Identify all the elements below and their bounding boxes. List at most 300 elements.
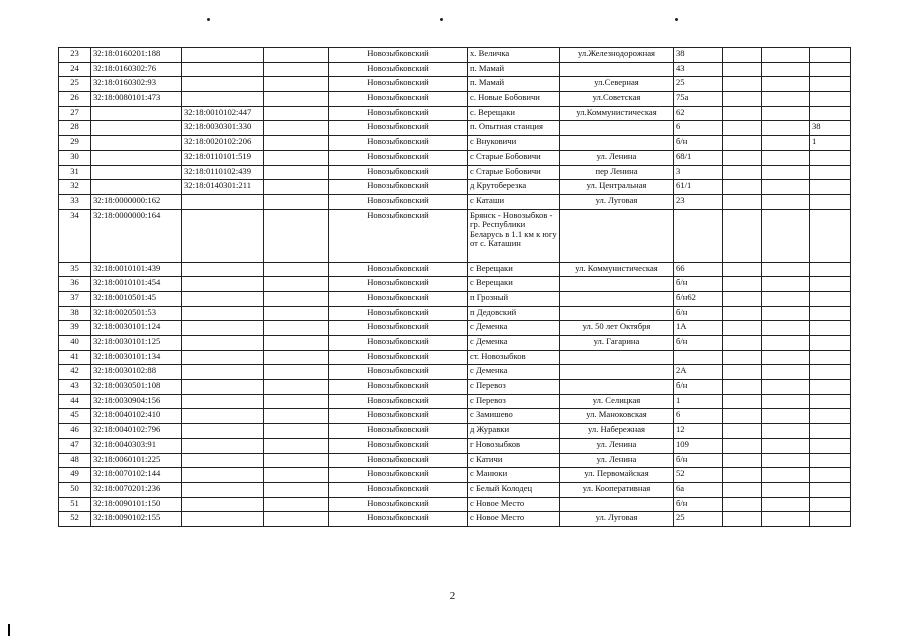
- table-cell-col-9: [723, 262, 762, 277]
- table-cell-col-10: [762, 453, 810, 468]
- table-cell-col-4: [264, 424, 329, 439]
- table-row: [59, 365, 851, 380]
- table-cell-col-3: [182, 48, 264, 63]
- table-cell-col-11: [810, 497, 851, 512]
- table-cell-col-3: [182, 321, 264, 336]
- table-cell-col-2: 32:18:0160302:76: [91, 62, 182, 77]
- table-cell-col-10: [762, 394, 810, 409]
- table-cell-col-7: ул. 50 лет Октября: [560, 321, 674, 336]
- table-cell-col-8: 52: [674, 468, 723, 483]
- table-cell-col-10: [762, 77, 810, 92]
- table-cell-col-10: [762, 468, 810, 483]
- table-cell-col-1: 43: [59, 380, 91, 395]
- table-cell-col-4: [264, 92, 329, 107]
- table-cell-col-1: 40: [59, 336, 91, 351]
- table-cell-col-8: 38: [674, 48, 723, 63]
- table-cell-col-3: [182, 262, 264, 277]
- table-cell-col-5: Новозыбковский: [329, 336, 468, 351]
- table-cell-col-9: [723, 380, 762, 395]
- table-cell-col-8: 3: [674, 165, 723, 180]
- table-cell-col-2: 32:18:0030904:156: [91, 394, 182, 409]
- table-cell-col-3: [182, 336, 264, 351]
- table-cell-col-8: б/н: [674, 277, 723, 292]
- table-cell-col-9: [723, 365, 762, 380]
- table-cell-col-6: д Крутоберезка: [468, 180, 560, 195]
- table-cell-col-4: [264, 306, 329, 321]
- table-cell-col-10: [762, 194, 810, 209]
- table-cell-col-7: ул. Набережная: [560, 424, 674, 439]
- table-cell-col-1: 23: [59, 48, 91, 63]
- table-cell-col-7: ул. Центральная: [560, 180, 674, 195]
- table-row: [59, 262, 851, 277]
- table-cell-col-1: 36: [59, 277, 91, 292]
- table-cell-col-3: [182, 350, 264, 365]
- table-cell-col-1: 50: [59, 482, 91, 497]
- table-cell-col-1: 49: [59, 468, 91, 483]
- table-cell-col-8: 23: [674, 194, 723, 209]
- table-cell-col-9: [723, 180, 762, 195]
- table-cell-col-2: 32:18:0090101:150: [91, 497, 182, 512]
- table-cell-col-7: ул. Коммунистическая: [560, 262, 674, 277]
- table-cell-col-4: [264, 453, 329, 468]
- table-cell-col-5: Новозыбковский: [329, 180, 468, 195]
- table-cell-col-6: с Внуковичи: [468, 136, 560, 151]
- table-cell-col-4: [264, 136, 329, 151]
- table-row: [59, 48, 851, 63]
- table-cell-col-9: [723, 321, 762, 336]
- table-row: [59, 209, 851, 262]
- table-cell-col-4: [264, 380, 329, 395]
- table-cell-col-10: [762, 424, 810, 439]
- table-cell-col-4: [264, 277, 329, 292]
- table-cell-col-10: [762, 136, 810, 151]
- table-cell-col-2: 32:18:0160302:93: [91, 77, 182, 92]
- table-cell-col-1: 39: [59, 321, 91, 336]
- table-cell-col-4: [264, 209, 329, 262]
- table-cell-col-3: [182, 62, 264, 77]
- table-cell-col-2: 32:18:0070201:236: [91, 482, 182, 497]
- table-row: [59, 394, 851, 409]
- table-cell-col-1: 27: [59, 106, 91, 121]
- table-cell-col-2: [91, 150, 182, 165]
- table-cell-col-5: Новозыбковский: [329, 150, 468, 165]
- table-cell-col-7: [560, 365, 674, 380]
- table-cell-col-1: 31: [59, 165, 91, 180]
- table-row: [59, 180, 851, 195]
- table-cell-col-11: [810, 106, 851, 121]
- table-cell-col-3: [182, 291, 264, 306]
- table-cell-col-3: 32:18:0010102:447: [182, 106, 264, 121]
- table-cell-col-8: 109: [674, 438, 723, 453]
- table-cell-col-11: [810, 180, 851, 195]
- table-cell-col-8: [674, 350, 723, 365]
- table-cell-col-11: [810, 306, 851, 321]
- table-cell-col-6: с Перевоз: [468, 380, 560, 395]
- table-cell-col-2: 32:18:0030101:134: [91, 350, 182, 365]
- table-cell-col-6: с Верещаки: [468, 277, 560, 292]
- table-cell-col-10: [762, 409, 810, 424]
- table-cell-col-6: п Грозный: [468, 291, 560, 306]
- table-cell-col-6: ст. Новозыбков: [468, 350, 560, 365]
- table-cell-col-9: [723, 394, 762, 409]
- table-cell-col-5: Новозыбковский: [329, 497, 468, 512]
- table-cell-col-8: 6а: [674, 482, 723, 497]
- table-cell-col-11: [810, 262, 851, 277]
- table-cell-col-4: [264, 482, 329, 497]
- table-cell-col-3: 32:18:0020102:206: [182, 136, 264, 151]
- table-cell-col-6: с Перевоз: [468, 394, 560, 409]
- table-cell-col-3: [182, 92, 264, 107]
- table-cell-col-8: б/н: [674, 497, 723, 512]
- table-cell-col-2: 32:18:0010101:439: [91, 262, 182, 277]
- table-cell-col-4: [264, 350, 329, 365]
- table-cell-col-8: б/н: [674, 306, 723, 321]
- table-cell-col-10: [762, 262, 810, 277]
- table-cell-col-4: [264, 468, 329, 483]
- table-row: [59, 291, 851, 306]
- table-row: [59, 92, 851, 107]
- table-cell-col-1: 34: [59, 209, 91, 262]
- table-cell-col-4: [264, 438, 329, 453]
- table-cell-col-7: пер Ленина: [560, 165, 674, 180]
- table-cell-col-2: [91, 180, 182, 195]
- table-cell-col-8: 6: [674, 409, 723, 424]
- table-cell-col-5: Новозыбковский: [329, 136, 468, 151]
- table-cell-col-6: с Деменка: [468, 336, 560, 351]
- table-cell-col-2: 32:18:0070102:144: [91, 468, 182, 483]
- table-cell-col-7: ул. Ленина: [560, 150, 674, 165]
- table-cell-col-5: Новозыбковский: [329, 424, 468, 439]
- table-cell-col-5: Новозыбковский: [329, 394, 468, 409]
- table-cell-col-6: с Катичи: [468, 453, 560, 468]
- table-cell-col-1: 37: [59, 291, 91, 306]
- table-cell-col-11: [810, 165, 851, 180]
- table-cell-col-6: с Замишево: [468, 409, 560, 424]
- table-cell-col-11: [810, 350, 851, 365]
- table-cell-col-2: [91, 165, 182, 180]
- table-cell-col-9: [723, 165, 762, 180]
- table-cell-col-3: [182, 394, 264, 409]
- table-cell-col-2: 32:18:0160201:188: [91, 48, 182, 63]
- table-cell-col-2: 32:18:0090102:155: [91, 512, 182, 527]
- table-row: [59, 321, 851, 336]
- table-cell-col-9: [723, 497, 762, 512]
- table-cell-col-2: [91, 136, 182, 151]
- table-cell-col-3: [182, 497, 264, 512]
- table-cell-col-7: [560, 350, 674, 365]
- table-cell-col-10: [762, 321, 810, 336]
- table-cell-col-5: Новозыбковский: [329, 350, 468, 365]
- table-cell-col-6: с Белый Колодец: [468, 482, 560, 497]
- table-cell-col-2: 32:18:0080101:473: [91, 92, 182, 107]
- table-row: [59, 424, 851, 439]
- table-cell-col-2: 32:18:0030501:108: [91, 380, 182, 395]
- table-cell-col-2: 32:18:0000000:164: [91, 209, 182, 262]
- table-cell-col-7: ул. Селицкая: [560, 394, 674, 409]
- table-cell-col-4: [264, 394, 329, 409]
- table-row: [59, 438, 851, 453]
- table-cell-col-11: [810, 468, 851, 483]
- table-cell-col-1: 30: [59, 150, 91, 165]
- table-cell-col-8: б/н62: [674, 291, 723, 306]
- table-cell-col-5: Новозыбковский: [329, 92, 468, 107]
- table-cell-col-6: д Журавки: [468, 424, 560, 439]
- table-row: [59, 497, 851, 512]
- table-cell-col-9: [723, 194, 762, 209]
- cadastral-register-table: [58, 47, 851, 527]
- table-cell-col-6: п. Опытная станция: [468, 121, 560, 136]
- table-cell-col-8: 62: [674, 106, 723, 121]
- table-cell-col-9: [723, 77, 762, 92]
- table-cell-col-10: [762, 306, 810, 321]
- table-cell-col-5: Новозыбковский: [329, 306, 468, 321]
- table-cell-col-2: 32:18:0040303:91: [91, 438, 182, 453]
- table-cell-col-10: [762, 365, 810, 380]
- table-cell-col-11: [810, 424, 851, 439]
- table-cell-col-4: [264, 106, 329, 121]
- table-cell-col-10: [762, 350, 810, 365]
- table-cell-col-9: [723, 438, 762, 453]
- page-number: 2: [449, 590, 456, 602]
- table-row: [59, 336, 851, 351]
- table-cell-col-8: 25: [674, 77, 723, 92]
- table-cell-col-4: [264, 497, 329, 512]
- table-cell-col-1: 44: [59, 394, 91, 409]
- table-row: [59, 106, 851, 121]
- table-cell-col-7: ул.Железнодорожная: [560, 48, 674, 63]
- table-cell-col-7: ул.Советская: [560, 92, 674, 107]
- table-cell-col-3: [182, 365, 264, 380]
- table-cell-col-9: [723, 482, 762, 497]
- table-cell-col-6: с. Верещаки: [468, 106, 560, 121]
- table-cell-col-4: [264, 62, 329, 77]
- table-cell-col-9: [723, 121, 762, 136]
- table-cell-col-8: 1: [674, 394, 723, 409]
- table-cell-col-4: [264, 365, 329, 380]
- table-cell-col-10: [762, 482, 810, 497]
- table-cell-col-6: с Верещаки: [468, 262, 560, 277]
- table-cell-col-10: [762, 291, 810, 306]
- table-cell-col-5: Новозыбковский: [329, 121, 468, 136]
- table-cell-col-2: 32:18:0060101:225: [91, 453, 182, 468]
- table-cell-col-6: п Дедовский: [468, 306, 560, 321]
- table-cell-col-11: 1: [810, 136, 851, 151]
- table-cell-col-6: с Старые Бобовичи: [468, 150, 560, 165]
- table-cell-col-3: 32:18:0110101:519: [182, 150, 264, 165]
- table-cell-col-4: [264, 121, 329, 136]
- table-row: [59, 77, 851, 92]
- table-cell-col-5: Новозыбковский: [329, 409, 468, 424]
- table-cell-col-3: 32:18:0140301:211: [182, 180, 264, 195]
- table-row: [59, 165, 851, 180]
- table-cell-col-10: [762, 277, 810, 292]
- table-cell-col-6: с Деменка: [468, 365, 560, 380]
- table-cell-col-1: 45: [59, 409, 91, 424]
- table-cell-col-8: б/н: [674, 380, 723, 395]
- table-cell-col-7: [560, 291, 674, 306]
- table-cell-col-3: [182, 306, 264, 321]
- table-cell-col-2: 32:18:0000000:162: [91, 194, 182, 209]
- table-cell-col-7: ул.Коммунистическая: [560, 106, 674, 121]
- table-cell-col-11: 38: [810, 121, 851, 136]
- table-cell-col-8: б/н: [674, 336, 723, 351]
- table-cell-col-7: ул. Ленина: [560, 453, 674, 468]
- table-cell-col-8: 43: [674, 62, 723, 77]
- table-cell-col-7: ул. Кооперативная: [560, 482, 674, 497]
- table-row: [59, 136, 851, 151]
- table-cell-col-1: 52: [59, 512, 91, 527]
- table-cell-col-2: [91, 106, 182, 121]
- table-cell-col-5: Новозыбковский: [329, 468, 468, 483]
- table-cell-col-9: [723, 350, 762, 365]
- table-cell-col-11: [810, 291, 851, 306]
- table-cell-col-1: 42: [59, 365, 91, 380]
- table-row: [59, 482, 851, 497]
- table-cell-col-2: 32:18:0030101:124: [91, 321, 182, 336]
- table-cell-col-9: [723, 424, 762, 439]
- table-cell-col-1: 38: [59, 306, 91, 321]
- table-cell-col-6: г Новозыбков: [468, 438, 560, 453]
- table-cell-col-4: [264, 291, 329, 306]
- table-cell-col-8: 61/1: [674, 180, 723, 195]
- table-cell-col-5: Новозыбковский: [329, 194, 468, 209]
- table-cell-col-8: 68/1: [674, 150, 723, 165]
- table-cell-col-1: 51: [59, 497, 91, 512]
- table-cell-col-11: [810, 92, 851, 107]
- table-cell-col-11: [810, 438, 851, 453]
- table-cell-col-10: [762, 180, 810, 195]
- table-cell-col-4: [264, 512, 329, 527]
- table-cell-col-3: [182, 209, 264, 262]
- table-cell-col-6: Брянск - Новозыбков - гр. Республики Беларусь в 1.1 км к югу от с. Каташин: [468, 209, 560, 262]
- table-cell-col-6: с Новое Место: [468, 497, 560, 512]
- table-cell-col-1: 41: [59, 350, 91, 365]
- table-cell-col-11: [810, 365, 851, 380]
- table-cell-col-3: 32:18:0030301:330: [182, 121, 264, 136]
- table-row: [59, 409, 851, 424]
- table-cell-col-9: [723, 336, 762, 351]
- table-cell-col-9: [723, 209, 762, 262]
- table-cell-col-9: [723, 48, 762, 63]
- table-cell-col-6: с Манюки: [468, 468, 560, 483]
- table-cell-col-11: [810, 453, 851, 468]
- table-cell-col-4: [264, 409, 329, 424]
- table-cell-col-11: [810, 150, 851, 165]
- table-cell-col-7: ул. Первомайская: [560, 468, 674, 483]
- table-cell-col-1: 48: [59, 453, 91, 468]
- table-cell-col-3: [182, 409, 264, 424]
- table-row: [59, 62, 851, 77]
- table-cell-col-3: [182, 438, 264, 453]
- table-cell-col-9: [723, 106, 762, 121]
- table-cell-col-10: [762, 106, 810, 121]
- table-cell-col-5: Новозыбковский: [329, 438, 468, 453]
- table-cell-col-7: [560, 497, 674, 512]
- table-cell-col-8: [674, 209, 723, 262]
- table-cell-col-9: [723, 150, 762, 165]
- table-cell-col-4: [264, 165, 329, 180]
- table-cell-col-10: [762, 62, 810, 77]
- table-cell-col-3: [182, 277, 264, 292]
- margin-mark: [8, 624, 10, 636]
- table-cell-col-10: [762, 121, 810, 136]
- table-cell-col-5: Новозыбковский: [329, 453, 468, 468]
- table-row: [59, 277, 851, 292]
- table-cell-col-1: 32: [59, 180, 91, 195]
- table-cell-col-4: [264, 321, 329, 336]
- table-cell-col-4: [264, 77, 329, 92]
- table-cell-col-11: [810, 194, 851, 209]
- table-row: [59, 350, 851, 365]
- table-cell-col-3: [182, 424, 264, 439]
- table-cell-col-8: б/н: [674, 453, 723, 468]
- table-cell-col-7: ул. Луговая: [560, 194, 674, 209]
- table-cell-col-5: Новозыбковский: [329, 209, 468, 262]
- table-cell-col-10: [762, 165, 810, 180]
- table-row: [59, 306, 851, 321]
- table-cell-col-4: [264, 194, 329, 209]
- table-cell-col-9: [723, 92, 762, 107]
- table-row: [59, 468, 851, 483]
- table-cell-col-8: 75а: [674, 92, 723, 107]
- table-cell-col-1: 24: [59, 62, 91, 77]
- table-row: [59, 194, 851, 209]
- table-cell-col-5: Новозыбковский: [329, 321, 468, 336]
- table-cell-col-6: п. Мамай: [468, 62, 560, 77]
- table-cell-col-6: х. Величка: [468, 48, 560, 63]
- table-cell-col-3: [182, 380, 264, 395]
- table-cell-col-3: [182, 77, 264, 92]
- table-row: [59, 512, 851, 527]
- header-dot: [675, 18, 678, 21]
- table-cell-col-5: Новозыбковский: [329, 291, 468, 306]
- table-cell-col-5: Новозыбковский: [329, 165, 468, 180]
- table-cell-col-7: ул.Северная: [560, 77, 674, 92]
- table-cell-col-4: [264, 150, 329, 165]
- table-cell-col-9: [723, 62, 762, 77]
- table-cell-col-11: [810, 321, 851, 336]
- header-dot: [207, 18, 210, 21]
- table-cell-col-9: [723, 409, 762, 424]
- table-cell-col-9: [723, 277, 762, 292]
- table-cell-col-11: [810, 62, 851, 77]
- table-cell-col-5: Новозыбковский: [329, 365, 468, 380]
- table-cell-col-11: [810, 394, 851, 409]
- table-cell-col-7: [560, 380, 674, 395]
- table-cell-col-10: [762, 380, 810, 395]
- table-cell-col-6: с Каташи: [468, 194, 560, 209]
- table-cell-col-7: ул. Гагарина: [560, 336, 674, 351]
- table-row: [59, 121, 851, 136]
- table-cell-col-1: 35: [59, 262, 91, 277]
- table-cell-col-11: [810, 512, 851, 527]
- table-cell-col-4: [264, 336, 329, 351]
- table-cell-col-11: [810, 336, 851, 351]
- table-cell-col-1: 47: [59, 438, 91, 453]
- table-cell-col-2: 32:18:0010101:454: [91, 277, 182, 292]
- table-cell-col-3: 32:18:0110102:439: [182, 165, 264, 180]
- table-cell-col-5: Новозыбковский: [329, 106, 468, 121]
- table-cell-col-11: [810, 409, 851, 424]
- table-cell-col-1: 25: [59, 77, 91, 92]
- table-cell-col-1: 33: [59, 194, 91, 209]
- table-cell-col-9: [723, 453, 762, 468]
- table-cell-col-3: [182, 512, 264, 527]
- table-cell-col-1: 26: [59, 92, 91, 107]
- table-cell-col-5: Новозыбковский: [329, 77, 468, 92]
- table-cell-col-2: 32:18:0020501:53: [91, 306, 182, 321]
- table-cell-col-10: [762, 438, 810, 453]
